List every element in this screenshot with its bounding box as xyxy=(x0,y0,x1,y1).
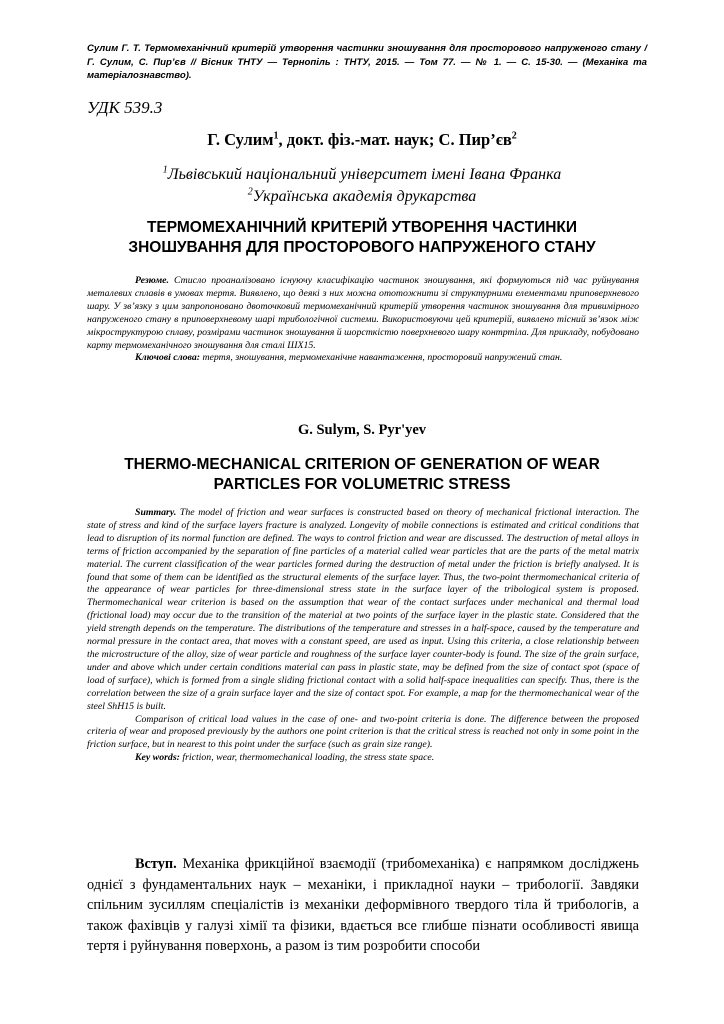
keywords-en-text: friction, wear, thermomechanical loading, the stress state space. xyxy=(179,752,435,764)
title-ua xyxy=(60,218,664,258)
keywords-en-label: Key words: xyxy=(135,752,180,764)
citation-header: Сулим Г. Т. Термомеханічний критерій утворення частинки зношування для просторового напруженого стану / Г. Сулим, С. Пир’єв // Вісник ТНТУ — Тернопіль : ТНТУ, 2015. — Том 77. — № 1. — С. 15-30. — (Механіка та матеріалознавство). xyxy=(87,43,647,81)
introduction-paragraph xyxy=(87,854,639,957)
keywords-en-paragraph xyxy=(87,752,639,765)
author-2-affil-mark: 2 xyxy=(511,130,517,142)
abstract-en xyxy=(87,507,639,765)
title-en xyxy=(60,455,664,495)
keywords-ua-label: Ключові слова: xyxy=(135,352,201,364)
introduction-label: Вступ. xyxy=(135,856,177,872)
abstract-ua-label: Резюме. xyxy=(135,275,169,286)
title-ua-line-2: ЗНОШУВАННЯ ДЛЯ ПРОСТОРОВОГО НАПРУЖЕНОГО СТАНУ xyxy=(128,239,596,256)
author-2-name: С. Пир’єв xyxy=(438,130,512,149)
udk-code: УДК 539.3 xyxy=(87,98,163,117)
affiliation-1-text: Львівський національний університет імені Івана Франка xyxy=(167,166,562,183)
abstract-en-paragraph-1 xyxy=(87,507,639,714)
title-ua-line-1: ТЕРМОМЕХАНІЧНИЙ КРИТЕРІЙ УТВОРЕННЯ ЧАСТИНКИ xyxy=(146,219,578,236)
authors-en: G. Sulym, S. Pyr'yev xyxy=(297,422,427,438)
introduction-section xyxy=(87,854,639,957)
abstract-en-text: The model of friction and wear surfaces is constructed based on theory of mechanical frictional interaction. The state of stress and kind of the surface layers fracture is analyzed. Longevity of mobile connections is estimated and critical conditions that lead to disruption of its normal function are defined. The ways to control friction and wear are discussed. The destruction of metal alloys in terms of friction accompanied by the separation of fine particles of a material called wear particles that are the parts of the metal matrix material. The current classification of the wear particles formed during the destruction of metal under the friction is briefly analysed. It is found that some of them can be identified as the structural elements of the surface layer. Thus, the two-point thermomechanical criteria of the appearance of wear particles for three-dimensional stress state in the surface layer of the tribological system is proposed. Thermomechanical wear criterion is based on the assumption that wear of the contact surfaces under mechanical and thermal load (frictional load) may occur due to the transition of the material at two points of the surface layer in the plastic state. Considered that the yield strength depends on the temperature. The distributions of the temperature and stresses in a half-space, caused by the temperature and normal pressure in the contact area, that moves with a constant speed, are used as input. Using this criteria, a close relationship between the microstructure of the alloy, size of wear particle and roughness of the surface layer counter-body is found. The size of the grain surface, under and above which under certain conditions material can pass in plastic state, may be defined from the size of contact spot (space of load of surface), which is formed from a single sliding frictional contact with a solid half-space inequalities can specify. Thus, there is the correlation between the size of a grain surface layer and the size of contact spot. For example, a map for the thermomechanical wear of the steel ShH15 is built. xyxy=(87,507,639,712)
keywords-ua-text: тертя, зношування, термомеханічне навантаження, просторовий напружений стан. xyxy=(200,352,563,364)
abstract-en-paragraph-2: Comparison of critical load values in the case of one- and two-point criteria is done. The difference between the proposed criteria of wear and proposed previously by the authors one point criterion is that the critical stress is reached not only in some point in the friction surface, but in nearest to this point under the surface (such as grain size range). xyxy=(87,713,639,751)
affiliation-2-mark: 2 xyxy=(247,186,253,198)
abstract-ua-text: Стисло проаналізовано існуючу класифікацію частинок зношування, які формуються під час руйнування металевих сплавів в умовах тертя. Виявлено, що деякі з них можна ототожнити зі структурними елементами приповерхневого шару. У зв’язку з цим запропоновано двоточковий термомеханічний критерій утворення частинок зношування для тривимірного напруженого стану в приповерхневому шарі трибологічної системи. Використовуючи цей критерій, виявлено тісний зв’язок між мікроструктурою сплаву, розмірами частинок зношування й шорсткістю поверхневого шару контртіла. Для прикладу, побудовано карту термомеханічного зношування для сталі ШХ15. xyxy=(87,275,639,351)
affiliation-1 xyxy=(0,166,724,184)
abstract-ua-paragraph xyxy=(87,275,639,352)
introduction-text: Механіка фрикційної взаємодії (трибомеханіка) є напрямком досліджень однієї з фундаментальних наук – механіки, і прикладної науки – трибології. Завдяки спільним зусиллям спеціалістів із механіки деформівного твердого тіла й трибологів, а також фахівців у галузі хімії та фізики, вдається все глибше пізнати особливості явища тертя і руйнування поверхонь, а разом із тим розробити способи xyxy=(87,856,639,954)
author-1-name: Г. Сулим xyxy=(207,130,274,149)
title-en-line-1: THERMO-MECHANICAL CRITERION OF GENERATION OF WEAR xyxy=(124,456,600,473)
authors-ua xyxy=(0,130,724,150)
author-1-degree: , докт. фіз.-мат. наук; xyxy=(278,130,439,149)
affiliation-2-text: Українська академія друкарства xyxy=(252,188,477,205)
abstract-en-label: Summary. xyxy=(135,507,177,518)
affiliation-1-mark: 1 xyxy=(162,164,168,176)
title-en-line-2: PARTICLES FOR VOLUMETRIC STRESS xyxy=(213,476,511,493)
keywords-ua-paragraph xyxy=(87,352,639,365)
abstract-ua xyxy=(87,275,639,365)
affiliation-2 xyxy=(0,188,724,206)
author-1-affil-mark: 1 xyxy=(273,130,279,142)
